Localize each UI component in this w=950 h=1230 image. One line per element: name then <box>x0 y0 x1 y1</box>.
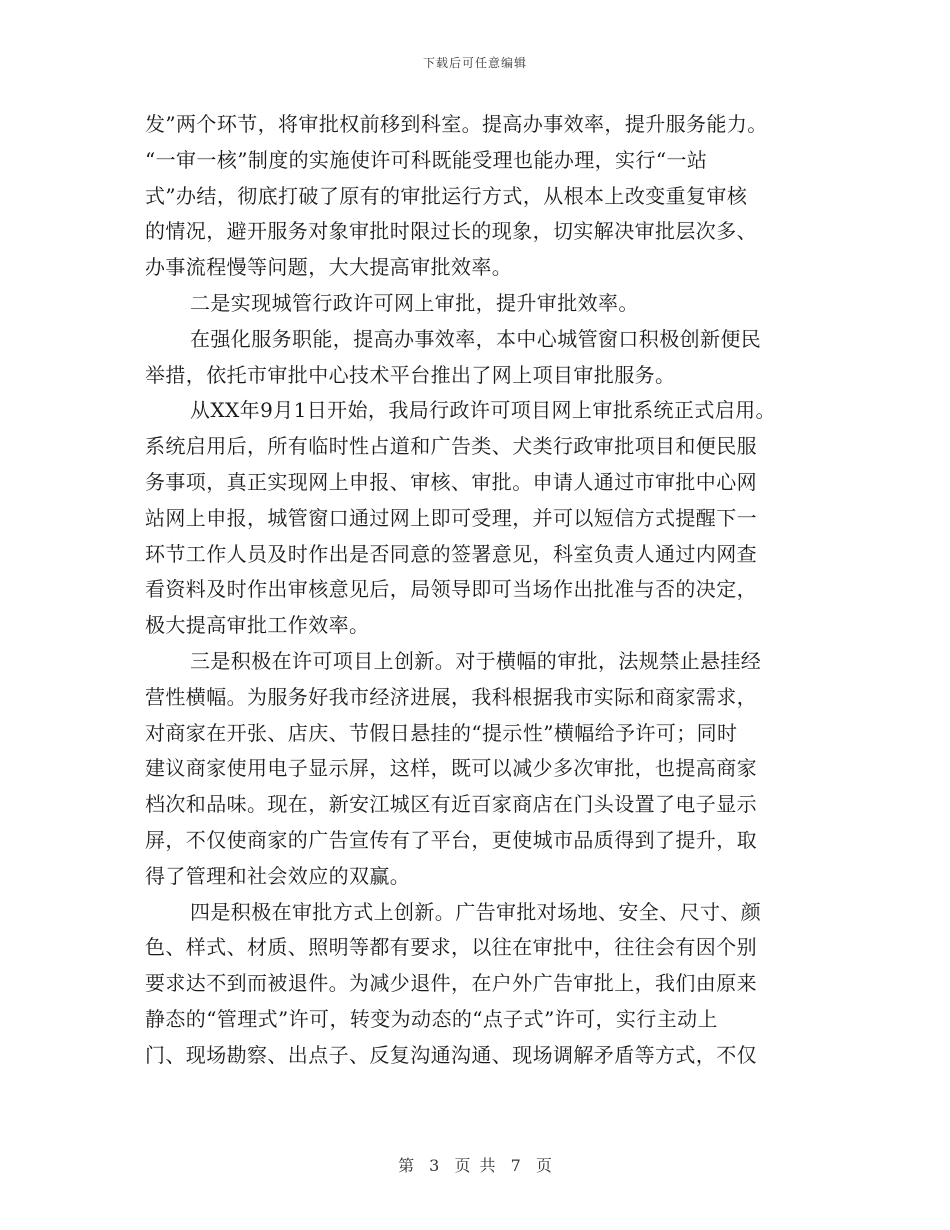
text-line: 发”两个环节，将审批权前移到科室。提高办事效率，提升服务能力。 <box>145 112 768 136</box>
text-line: 看资料及时作出审核意见后，局领导即可当场作出批准与否的决定， <box>145 577 757 602</box>
text-line: 式”办结，彻底打破了原有的审批运行方式，从根本上改变重复审核 <box>145 183 748 208</box>
text-line: 得了管理和社会效应的双赢。 <box>145 863 411 888</box>
page-number-suffix: 页 <box>535 1156 552 1175</box>
current-page-number: 3 <box>429 1156 440 1175</box>
page-header: 下载后可任意编辑 <box>422 56 527 70</box>
text-line: 办事流程慢等问题，大大提高审批效率。 <box>145 255 513 280</box>
text-line: “一审一核”制度的实施使许可科既能受理也能办理，实行“一站 <box>145 147 708 172</box>
text-line: 环节工作人员及时作出是否同意的签署意见，科室负责人通过内网查 <box>145 541 757 566</box>
text-line: 对商家在开张、店庆、节假日悬挂的“提示性”横幅给予许可；同时 <box>145 720 738 745</box>
text-line: 三是积极在许可项目上创新。对于横幅的审批，法规禁止悬挂经 <box>190 648 762 673</box>
text-line: 从XX年9月1日开始，我局行政许可项目网上审批系统正式启用。 <box>190 398 776 423</box>
page-number-middle: 页 共 <box>454 1156 496 1175</box>
text-line: 色、样式、材质、照明等都有要求，以往在审批中，往往会有因个别 <box>145 935 757 960</box>
page-number-prefix: 第 <box>398 1156 415 1175</box>
text-line: 极大提高审批工作效率。 <box>145 613 370 638</box>
text-line: 营性横幅。为服务好我市经济进展，我科根据我市实际和商家需求， <box>145 684 757 709</box>
text-line: 举措，依托市审批中心技术平台推出了网上项目审批服务。 <box>145 362 676 387</box>
page-footer <box>0 1153 950 1176</box>
text-line: 四是积极在审批方式上创新。广告审批对场地、安全、尺寸、颜 <box>190 899 762 924</box>
text-line: 务事项，真正实现网上申报、审核、审批。申请人通过市审批中心网 <box>145 469 757 494</box>
text-line: 档次和品味。现在，新安江城区有近百家商店在门头设置了电子显示 <box>145 792 757 817</box>
text-line: 系统启用后，所有临时性占道和广告类、犬类行政审批项目和便民服 <box>145 434 757 459</box>
document-body <box>145 107 825 1074</box>
text-line: 在强化服务职能，提高办事效率，本中心城管窗口积极创新便民 <box>190 326 762 351</box>
text-line: 的情况，避开服务对象审批时限过长的现象，切实解决审批层次多、 <box>145 219 757 244</box>
text-line: 屏，不仅使商家的广告宣传有了平台，更使城市品质得到了提升，取 <box>145 827 757 852</box>
paragraph-heading: 二是实现城管行政许可网上审批，提升审批效率。 <box>190 290 639 315</box>
text-line: 要求达不到而被退件。为减少退件，在户外广告审批上，我们由原来 <box>145 971 757 996</box>
total-page-number: 7 <box>510 1156 521 1175</box>
text-line: 建议商家使用电子显示屏，这样，既可以减少多次审批，也提高商家 <box>145 756 757 781</box>
text-line: 站网上申报，城管窗口通过网上即可受理，并可以短信方式提醒下一 <box>145 505 757 530</box>
text-line: 门、现场勘察、出点子、反复沟通沟通、现场调解矛盾等方式，不仅 <box>145 1042 757 1067</box>
text-line: 静态的“管理式”许可，转变为动态的“点子式”许可，实行主动上 <box>145 1006 718 1031</box>
